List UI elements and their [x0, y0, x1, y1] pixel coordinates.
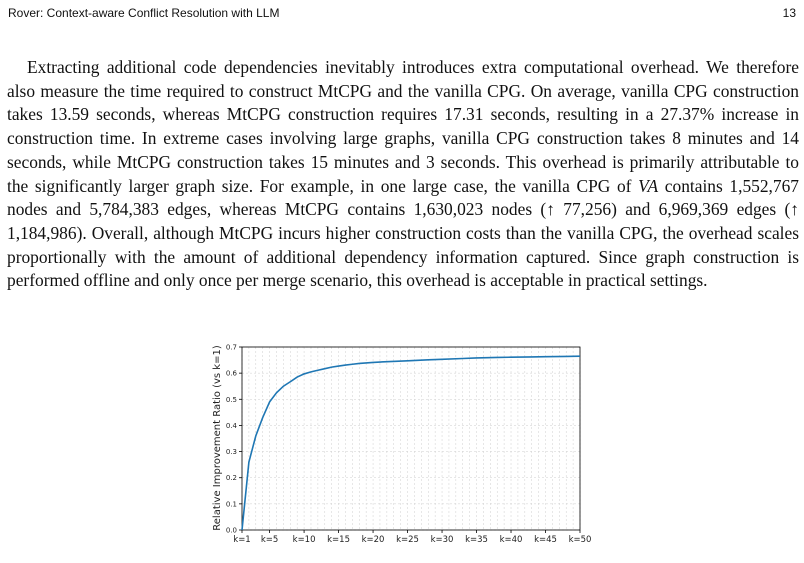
- y-tick-label: 0.3: [225, 448, 237, 457]
- x-tick-label: k=50: [568, 535, 592, 545]
- y-tick-label: 0.6: [225, 369, 237, 378]
- y-axis-label: Relative Improvement Ratio (vs k=1): [212, 345, 223, 531]
- running-title: Rover: Context-aware Conflict Resolution with LLM: [8, 6, 280, 20]
- grid: [242, 347, 580, 530]
- x-tick-label: k=5: [260, 535, 279, 545]
- y-tick-label: 0.2: [225, 474, 237, 483]
- paragraph-italic-term: VA: [638, 175, 659, 196]
- x-tick-label: k=10: [292, 535, 316, 545]
- y-tick-label: 0.1: [225, 500, 237, 509]
- x-tick-label: k=40: [499, 535, 523, 545]
- y-tick-label: 0.0: [225, 526, 237, 535]
- x-tick-label: k=20: [361, 535, 385, 545]
- y-tick-label: 0.7: [225, 343, 237, 352]
- page-number: 13: [782, 6, 796, 20]
- paragraph-text-1: Extracting additional code dependencies inevitably introduces extra computational overhead. We therefore also measure the time required to construct MtCPG and the vanilla CPG. On average, vanilla CPG construction takes 13.59 seconds, whereas MtCPG construction requires 17.31 seconds, resulting in a 27.37% increase in construction time. In extreme cases involving large graphs, vanilla CPG construction takes 8 minutes and 14 seconds, while MtCPG construction takes 15 minutes and 3 seconds. This overhead is primarily attributable to the significantly larger graph size. For example, in one large case, the vanilla CPG of: [7, 57, 799, 196]
- x-axis: [233, 530, 591, 545]
- x-tick-label: k=15: [327, 535, 351, 545]
- paragraph-text-2: contains 1,552,767 nodes and 5,784,383 edges, whereas MtCPG contains 1,630,023 nodes (↑ 77,256) and 6,969,369 edges (↑ 1,184,986). Overall, although MtCPG incurs higher construction costs than the vanilla CPG, the overhead scales proportionally with the amount of additional dependency information captured. Since graph construction is performed offline and only once per merge scenario, this overhead is acceptable in practical settings.: [7, 175, 799, 291]
- y-tick-label: 0.5: [225, 395, 237, 404]
- x-tick-label: k=35: [465, 535, 488, 545]
- x-tick-label: k=45: [534, 535, 557, 545]
- plot-frame: [242, 347, 580, 530]
- body-paragraph: [7, 56, 799, 293]
- y-axis: [226, 344, 242, 535]
- y-tick-label: 0.4: [225, 421, 237, 430]
- x-tick-label: k=30: [430, 535, 454, 545]
- x-tick-label: k=25: [396, 535, 419, 545]
- figure: [205, 340, 600, 558]
- line-chart: [205, 340, 600, 558]
- page-header: [8, 6, 796, 22]
- x-tick-label: k=1: [233, 535, 251, 545]
